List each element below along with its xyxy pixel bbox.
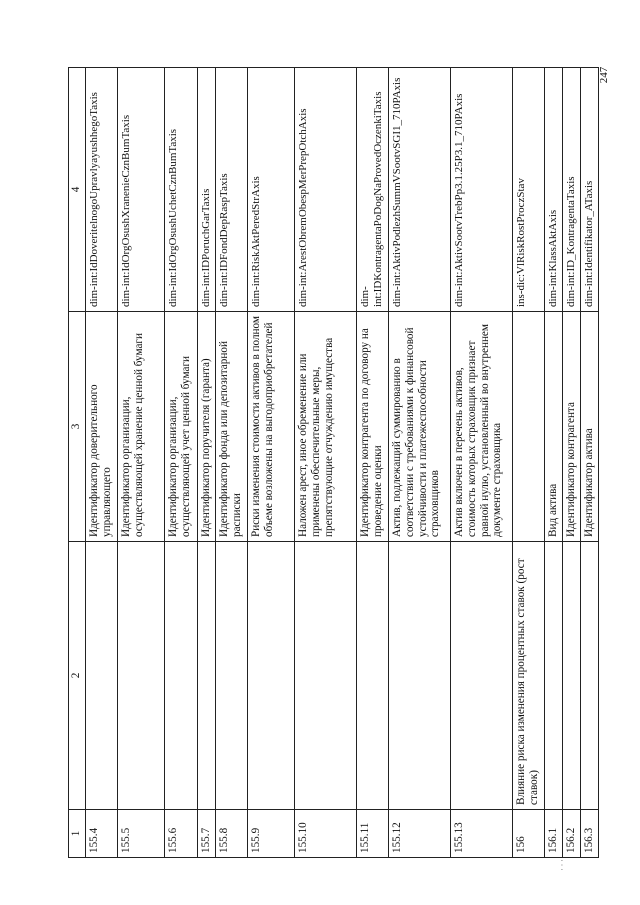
- row-description: Наложен арест, иное обременение или применены обеспечительные меры, препятствующие отчуждению имущества: [295, 312, 357, 542]
- row-description: Идентификатор доверительного управляющего: [86, 312, 118, 542]
- row-group: [451, 542, 513, 810]
- row-number: 155.5: [118, 810, 165, 858]
- row-group: Влияние риска изменения процентных ставок (рост ставок): [513, 542, 545, 810]
- row-number: 156.3: [581, 810, 599, 858]
- table-row: [248, 68, 295, 858]
- table-row: [118, 68, 165, 858]
- row-code: dim-int:IdOrgOsushUchetCznBumTaxis: [165, 68, 198, 312]
- row-description: Идентификатор контрагента: [563, 312, 581, 542]
- row-code: ins-dic:VlRiskRostProczStav: [513, 68, 545, 312]
- row-group: [165, 542, 198, 810]
- table-row: [357, 68, 389, 858]
- row-number: 155.11: [357, 810, 389, 858]
- row-description: [513, 312, 545, 542]
- table-region: [68, 68, 595, 858]
- table-row: [389, 68, 451, 858]
- row-description: Риски изменения стоимости активов в полном объеме возложены на выгодоприобретателей: [248, 312, 295, 542]
- data-table: [68, 67, 599, 858]
- row-group: [248, 542, 295, 810]
- row-number: 155.7: [198, 810, 216, 858]
- scan-artifact-dots: . . .: [554, 859, 565, 871]
- table-row: [545, 68, 563, 858]
- row-description: Актив включен в перечень активов, стоимость которых страховщик признает равной нулю, установленный во внутреннем документе страховщика: [451, 312, 513, 542]
- row-number: 155.6: [165, 810, 198, 858]
- row-group: [545, 542, 563, 810]
- table-row: [198, 68, 216, 858]
- row-number: 156.1: [545, 810, 563, 858]
- row-group: [389, 542, 451, 810]
- row-code: dim-int:IDKontragentaPoDogNaProvedOczenkiTaxis: [357, 68, 389, 312]
- table-row: [563, 68, 581, 858]
- header-col-2: 2: [69, 542, 86, 810]
- header-col-4: 4: [69, 68, 86, 312]
- row-group: [198, 542, 216, 810]
- row-description: Идентификатор фонда или депозитарной расписки: [216, 312, 248, 542]
- row-group: [581, 542, 599, 810]
- row-group: [357, 542, 389, 810]
- row-description: Идентификатор организации, осуществляющей учет ценной бумаги: [165, 312, 198, 542]
- row-description: Вид актива: [545, 312, 563, 542]
- table-row: [86, 68, 118, 858]
- page-number: 247: [598, 66, 610, 84]
- row-number: 155.12: [389, 810, 451, 858]
- row-number: 156: [513, 810, 545, 858]
- table-header-row: [69, 68, 86, 858]
- row-code: dim-int:Identifikator_ATaxis: [581, 68, 599, 312]
- row-code: dim-int:IdOrgOsushXranenieCznBumTaxis: [118, 68, 165, 312]
- row-description: Идентификатор контрагента по договору на проведение оценки: [357, 312, 389, 542]
- row-number: 155.10: [295, 810, 357, 858]
- table-row: [165, 68, 198, 858]
- row-code: dim-int:IdDoveritelnogoUpravlyayushhegoTaxis: [86, 68, 118, 312]
- row-description: Актив, подлежащий суммированию в соответствии с требованиями к финансовой устойчивости и платежеспособности страховщиков: [389, 312, 451, 542]
- row-group: [86, 542, 118, 810]
- row-code: dim-int:IDFondDepRaspTaxis: [216, 68, 248, 312]
- row-code: dim-int:RiskAktPeredStrAxis: [248, 68, 295, 312]
- table-row: [216, 68, 248, 858]
- table-row: [295, 68, 357, 858]
- row-description: Идентификатор организации, осуществляющей хранение ценной бумаги: [118, 312, 165, 542]
- row-group: [563, 542, 581, 810]
- row-description: Идентификатор поручителя (гаранта): [198, 312, 216, 542]
- row-code: dim-int:KlassAktAxis: [545, 68, 563, 312]
- row-code: dim-int:AktivPodlezhSummVSootvSGI1_710PAxis: [389, 68, 451, 312]
- row-number: 156.2: [563, 810, 581, 858]
- row-description: Идентификатор актива: [581, 312, 599, 542]
- row-code: dim-int:AktivSootvTrebPp3.1.25P3.1_710PAxis: [451, 68, 513, 312]
- row-group: [216, 542, 248, 810]
- table-row: [513, 68, 545, 858]
- header-col-3: 3: [69, 312, 86, 542]
- header-col-1: 1: [69, 810, 86, 858]
- row-group: [118, 542, 165, 810]
- row-code: dim-int:ID_KontragentaTaxis: [563, 68, 581, 312]
- row-number: 155.13: [451, 810, 513, 858]
- row-code: dim-int:IDPoruchGarTaxis: [198, 68, 216, 312]
- row-group: [295, 542, 357, 810]
- row-number: 155.8: [216, 810, 248, 858]
- table-row: [581, 68, 599, 858]
- table-row: [451, 68, 513, 858]
- rotated-table-container: [68, 68, 595, 858]
- row-number: 155.4: [86, 810, 118, 858]
- row-number: 155.9: [248, 810, 295, 858]
- row-code: dim-int:ArestObremObespMerPrepOtchAxis: [295, 68, 357, 312]
